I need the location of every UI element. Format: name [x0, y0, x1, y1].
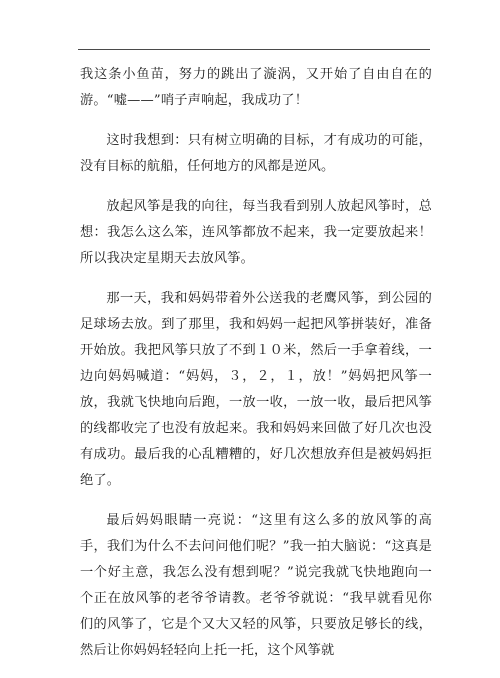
paragraph-4: 那一天，我和妈妈带着外公送我的老鹰风筝，到公园的足球场去放。到了那里，我和妈妈一起把风筝拼装好，准备开始放。我把风筝只放了不到１０米，然后一手拿着线，一边向妈妈喊道：“妈妈，３，２，１，放！”妈妈把风筝一放，我就飞快地向后跑，一放一收，一放一收，最后把风筝的线都收完了也没有放起来。我和妈妈来回做了好几次也没有成功。最后我的心乱糟糟的，好几次想放弃但是被妈妈拒绝了。	[80, 291, 432, 488]
paragraph-3: 放起风筝是我的向往，每当我看到别人放起风筝时，总想：我怎么这么笨，连风筝都放不起来，我一定要放起来！所以我决定星期天去放风筝。	[80, 199, 432, 266]
body-text	[80, 62, 432, 678]
header-rule	[78, 49, 430, 50]
paragraph-2: 这时我想到：只有树立明确的目标，才有成功的可能，没有目标的航船，任何地方的风都是逆风。	[80, 133, 432, 174]
paragraph-5: 最后妈妈眼睛一亮说：“这里有这么多的放风筝的高手，我们为什么不去问问他们呢？”我一拍大脑说：“这真是一个好主意，我怎么没有想到呢？”说完我就飞快地跑向一个正在放风筝的老爷爷请教。老爷爷就说：“我早就看见你们的风筝了，它是个又大又轻的风筝，只要放足够长的线，然后让你妈妈轻轻向上托一托，这个风筝就	[80, 513, 432, 658]
paragraph-1: 我这条小鱼苗，努力的跳出了漩涡，又开始了自由自在的游。“嘘——”哨子声响起，我成功了！	[80, 67, 432, 108]
